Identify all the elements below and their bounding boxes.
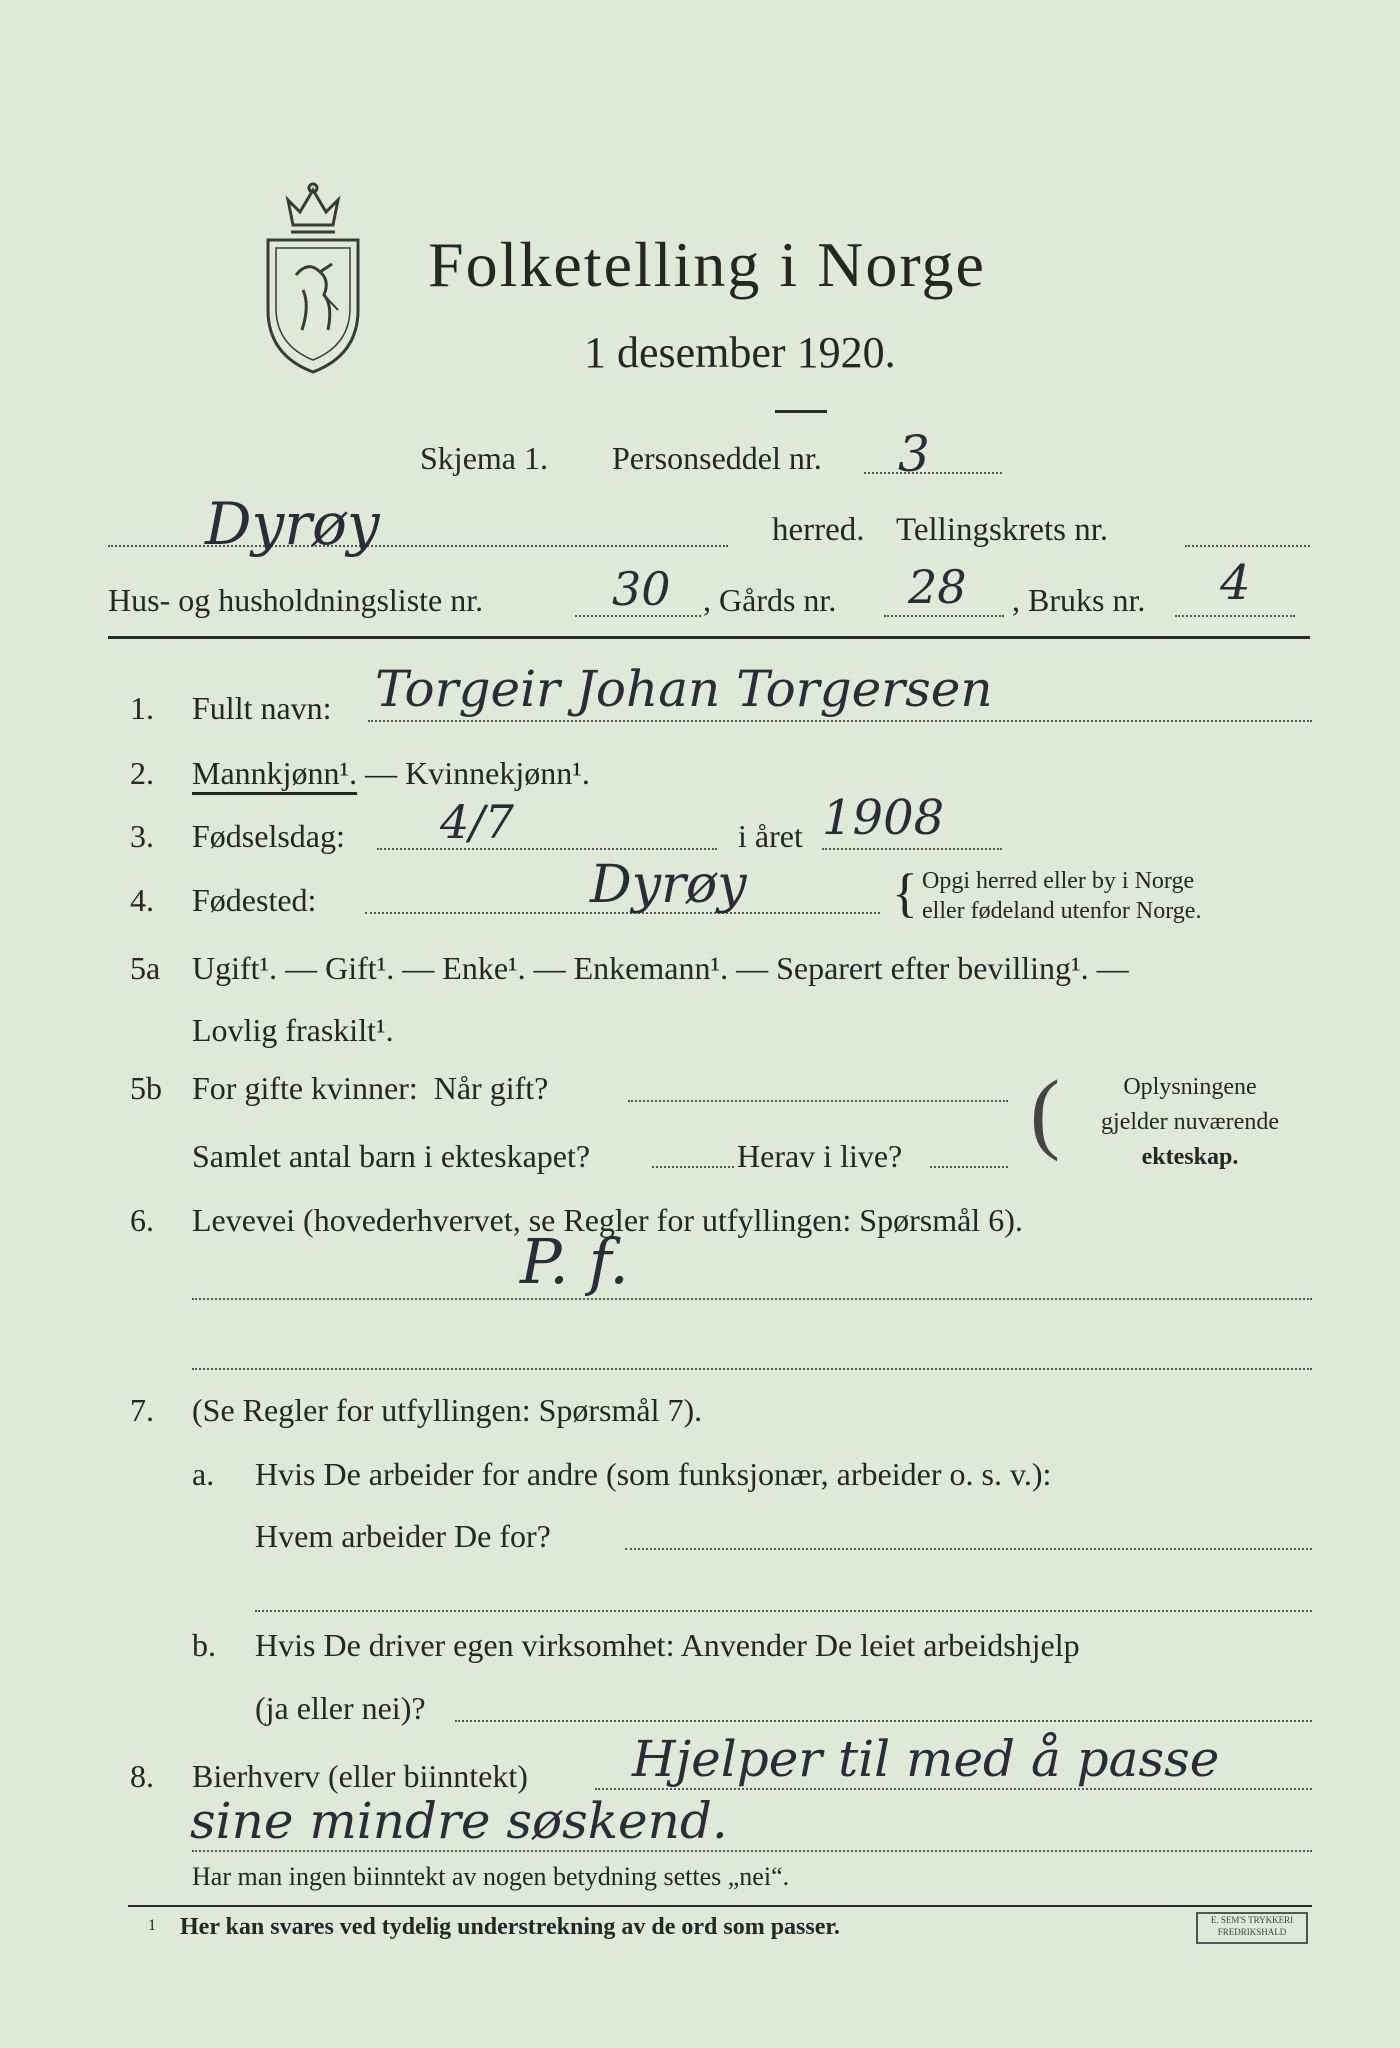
header-rule	[108, 636, 1310, 639]
footnote-text: Her kan svares ved tydelig understrekning av de ord som passer.	[180, 1914, 840, 1940]
q6-label: Levevei (hovederhvervet, se Regler for utfyllingen: Spørsmål 6).	[192, 1202, 1023, 1238]
footnote-mark: 1	[148, 1917, 156, 1934]
marital-options: Ugift¹. — Gift¹. — Enke¹. — Enkemann¹. — Separert efter bevilling¹. —	[192, 950, 1129, 986]
q7b-text: Hvis De driver egen virksomhet: Anvender De leiet arbeidshjelp	[255, 1627, 1080, 1663]
q8-note: Har man ingen biinntekt av nogen betydning settes „nei“.	[192, 1862, 790, 1891]
personseddel-label: Personseddel nr.	[612, 440, 822, 476]
q5b-number: 5b	[130, 1070, 162, 1106]
q6-number: 6.	[130, 1202, 154, 1238]
birthplace-value: Dyrøy	[590, 855, 747, 915]
marital-options-cont: Lovlig fraskilt¹.	[192, 1012, 394, 1048]
secondary-income-value-1: Hjelper til med å passe	[632, 1730, 1220, 1788]
q2-number: 2.	[130, 755, 154, 791]
form-date: 1 desember 1920.	[584, 328, 896, 377]
q3-number: 3.	[130, 818, 154, 854]
sex-male-option: Mannkjønn¹.	[192, 755, 358, 791]
q7-label: (Se Regler for utfyllingen: Spørsmål 7).	[192, 1392, 703, 1428]
q7b-sub: (ja eller nei)?	[255, 1690, 426, 1726]
full-name-value: Torgeir Johan Torgersen	[375, 660, 993, 718]
personseddel-value: 3	[898, 425, 930, 483]
q3-year-label: i året	[738, 818, 803, 854]
q5b-note: Oplysningene gjelder nuværende ekteskap.	[1101, 1074, 1279, 1170]
herred-value: Dyrøy	[205, 490, 380, 558]
occupation-value: P. f.	[520, 1225, 630, 1298]
birthplace-note: Opgi herred eller by i Norge eller fødeland utenfor Norge.	[922, 868, 1202, 924]
title-divider	[775, 410, 827, 413]
q4-label: Fødested:	[192, 882, 317, 918]
coat-of-arms-icon	[258, 180, 368, 375]
q1-label: Fullt navn:	[192, 690, 332, 726]
q7a-number: a.	[192, 1456, 215, 1492]
gards-value: 28	[908, 560, 967, 614]
printer-stamp: E. SEM'S TRYKKERI FREDRIKSHALD	[1196, 1912, 1308, 1944]
tellingskrets-label: Tellingskrets nr.	[896, 512, 1109, 548]
hus-value: 30	[612, 562, 671, 616]
form-title: Folketelling i Norge	[428, 229, 986, 300]
bruks-label: , Bruks nr.	[1012, 582, 1146, 618]
q4-number: 4.	[130, 882, 154, 918]
q5b-married-label: For gifte kvinner: Når gift?	[192, 1070, 549, 1106]
hus-label: Hus- og husholdningsliste nr.	[108, 582, 484, 618]
footer-rule	[128, 1905, 1312, 1907]
birth-year-value: 1908	[822, 790, 945, 846]
bruks-value: 4	[1220, 555, 1251, 611]
birth-day-value: 4/7	[440, 795, 515, 849]
q7a-sub: Hvem arbeider De for?	[255, 1518, 551, 1554]
census-form: Folketelling i Norge 1 desember 1920. Skjema 1. Personseddel nr. 3 Dyrøy herred. Tellingskrets nr. Hus- og husholdningsliste nr. 30 , Gårds nr. 28 , Bruks nr. 4 1. Fullt navn: Torgeir Johan Torgersen 2. Mannkjønn¹. — Kvinnekjønn¹. 3. Fødselsdag: 4/7 i året 1908 4. Fødested: Dyrøy { Opgi herred eller by i Norge eller fødeland utenfor Norge. 5a Ugift¹. — Gift¹. — Enke¹. — Enkemann¹. — Separert efter bevilling¹. — Lovlig fraskilt¹. 5b For gifte kvinner: Når gift? Samlet antal barn i ekteskapet? Herav i live? ( Oplysningene gjelder nuværende ekteskap. 6. Levevei (hovederhvervet, se Regler for utfyllingen: Spørsmål 6). P. f. 7. (Se Regler for utfyllingen: Spørsmål 7). a. Hvis De arbeider for andre (som funksjonær, arbeider o. s. v.): Hvem arbeider De for? b. Hvis De driver egen virksomhet: Anvender De leiet arbeidshjelp (ja eller nei)? 8. Bierhverv (eller biinntekt) Hjelper til med å passe sine mindre søskend. Har man ingen biinntekt av nogen betydning settes „nei“. 1 Her kan svares ved tydelig understrekning av de ord som passer. E. SEM'S TRYKKERI FREDRIKSHALD	[0, 0, 1400, 2048]
q5b-children-label: Samlet antal barn i ekteskapet?	[192, 1138, 591, 1174]
gards-label: , Gårds nr.	[703, 582, 837, 618]
q1-number: 1.	[130, 690, 154, 726]
q5a-number: 5a	[130, 950, 161, 986]
sex-female-option: Kvinnekjønn¹.	[405, 755, 590, 791]
q8-number: 8.	[130, 1758, 154, 1794]
q3-label: Fødselsdag:	[192, 818, 345, 854]
q7a-text: Hvis De arbeider for andre (som funksjonær, arbeider o. s. v.):	[255, 1456, 1052, 1492]
q7b-number: b.	[192, 1627, 216, 1663]
schema-label: Skjema 1.	[420, 440, 548, 476]
herred-label: herred.	[772, 512, 865, 548]
q5b-alive-label: Herav i live?	[737, 1138, 903, 1174]
q7-number: 7.	[130, 1392, 154, 1428]
q8-label: Bierhverv (eller biinntekt)	[192, 1758, 528, 1794]
sex-options: Mannkjønn¹. — Kvinnekjønn¹.	[192, 755, 590, 791]
secondary-income-value-2: sine mindre søskend.	[190, 1792, 728, 1850]
